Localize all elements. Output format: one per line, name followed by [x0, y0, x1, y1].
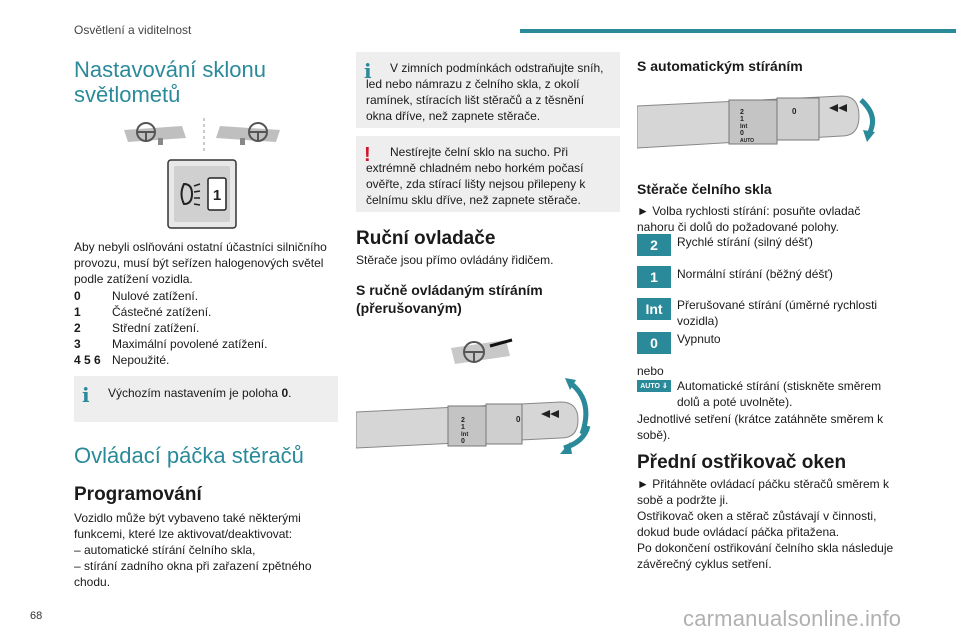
manual-stalk-diagram [356, 330, 606, 472]
speed-badge-int: Int [637, 298, 671, 320]
svg-text:1: 1 [461, 424, 465, 431]
svg-text:0: 0 [516, 415, 521, 424]
level-row [74, 352, 169, 368]
headlamp-title: Nastavování sklonu světlometů [74, 57, 266, 107]
programming-item: – stírání zadního okna při zařazení zpětného chodu. [74, 559, 312, 589]
washer-title: Přední ostřikovač oken [637, 452, 847, 473]
intermittent-title: S ručně ovládaným stíráním (přerušovaným) [356, 282, 543, 316]
level-text: Maximální povolené zatížení. [112, 337, 268, 351]
dashboard-right-icon [216, 123, 280, 145]
level-key: 0 [74, 289, 81, 303]
level-row [74, 336, 267, 352]
svg-text:0: 0 [461, 438, 465, 445]
svg-text:0: 0 [740, 130, 744, 137]
manual-title: Ruční ovladače [356, 228, 496, 249]
windscreen-wipers-title: Stěrače čelního skla [637, 181, 772, 197]
dial-value: 1 [212, 187, 222, 204]
speed-label: Rychlé stírání (silný déšť) [677, 235, 813, 249]
headlamp-diagram [124, 116, 284, 230]
level-row [74, 304, 211, 320]
dry-wipe-warning: ! Nestírejte čelní sklo na sucho. Při extrémně chladném nebo horkém počasí ověřte, zda stírací lišty nejsou přilepeny k čelnímu sklu dříve, než zapnete stěrače. [356, 136, 620, 212]
auto-stalk-diagram [637, 88, 887, 164]
level-text: Částečné zatížení. [112, 305, 212, 319]
programming-intro: Vozidlo může být vybaveno také některými funkcemi, které lze aktivovat/deaktivovat: [74, 511, 301, 541]
programming-item: – automatické stírání čelního skla, [74, 543, 256, 557]
speed-select-instruction: ► Volba rychlosti stírání: posuňte ovladač nahoru či dolů do požadované polohy. [637, 204, 861, 234]
auto-wipe-label: Automatické stírání (stiskněte směrem dolů a poté uvolněte). [677, 379, 882, 409]
steering-wheel-icon [451, 340, 512, 364]
headlamp-dial-control [168, 160, 236, 228]
winter-note: i V zimních podmínkách odstraňujte sníh, led nebo námrazu z čelního skla, z okolí ramínek, stíracích lišt stěračů a z těsnění okna dříve, než zapnete stěrače. [356, 52, 620, 128]
watermark: carmanualsonline.info [683, 606, 902, 631]
default-position-note: i Výchozím nastavením je poloha 0. [74, 376, 338, 422]
wiper-lever-title: Ovládací páčka stěračů [74, 443, 304, 468]
washer-body-1: Ostřikovač oken a stěrač zůstávají v činnosti, dokud bude ovládací páčka přitažena. [637, 509, 877, 539]
svg-text:2: 2 [740, 109, 744, 116]
dashboard-left-icon [124, 123, 186, 145]
svg-text:AUTO: AUTO [740, 138, 755, 144]
page-number: 68 [30, 610, 43, 622]
wiper-stalk [356, 402, 578, 448]
level-key: 4 5 6 [74, 353, 101, 367]
rotation-arrow-icon [861, 100, 875, 142]
header-accent-bar [520, 29, 956, 33]
single-wipe-text: Jednotlivé setření (krátce zatáhněte směrem k sobě). [637, 412, 884, 442]
speed-badge-0: 0 [637, 332, 671, 354]
speed-label: Přerušované stírání (úměrné rychlosti vozidla) [677, 298, 878, 328]
level-text: Střední zatížení. [112, 321, 200, 335]
info-icon: i [82, 383, 90, 407]
level-text: Nulové zatížení. [112, 289, 199, 303]
auto-title: S automatickým stíráním [637, 58, 803, 74]
svg-text:2: 2 [461, 417, 465, 424]
level-key: 2 [74, 321, 81, 335]
washer-body-2: Po dokončení ostřikování čelního skla následuje závěrečný cyklus setření. [637, 541, 894, 571]
warning-icon: ! [364, 144, 371, 166]
svg-text:Int: Int [461, 432, 469, 438]
speed-label: Vypnuto [677, 332, 721, 346]
speed-label: Normální stírání (běžný déšť) [677, 267, 833, 281]
svg-text:0: 0 [792, 107, 797, 116]
info-icon: i [364, 59, 372, 83]
or-text: nebo [637, 364, 664, 378]
speed-badge-2: 2 [637, 234, 671, 256]
manual-intro: Stěrače jsou přímo ovládány řidičem. [356, 253, 554, 267]
svg-text:Int: Int [740, 124, 748, 130]
washer-instruction: ► Přitáhněte ovládací páčku stěračů směrem k sobě a podržte ji. [637, 477, 889, 507]
level-key: 3 [74, 337, 81, 351]
section-title: Osvětlení a viditelnost [74, 23, 192, 37]
level-row [74, 320, 199, 336]
speed-badge-1: 1 [637, 266, 671, 288]
svg-text:1: 1 [740, 116, 744, 123]
programming-title: Programování [74, 484, 202, 505]
auto-badge: AUTO ⇓ [637, 380, 671, 392]
level-key: 1 [74, 305, 81, 319]
level-text: Nepoužité. [112, 353, 170, 367]
level-row [74, 288, 198, 304]
headlamp-intro: Aby nebyli oslňováni ostatní účastníci silničního provozu, musí být seřízen halogenových světel podle zatížení vozidla. [74, 240, 327, 286]
note-default-value: 0 [281, 386, 289, 400]
